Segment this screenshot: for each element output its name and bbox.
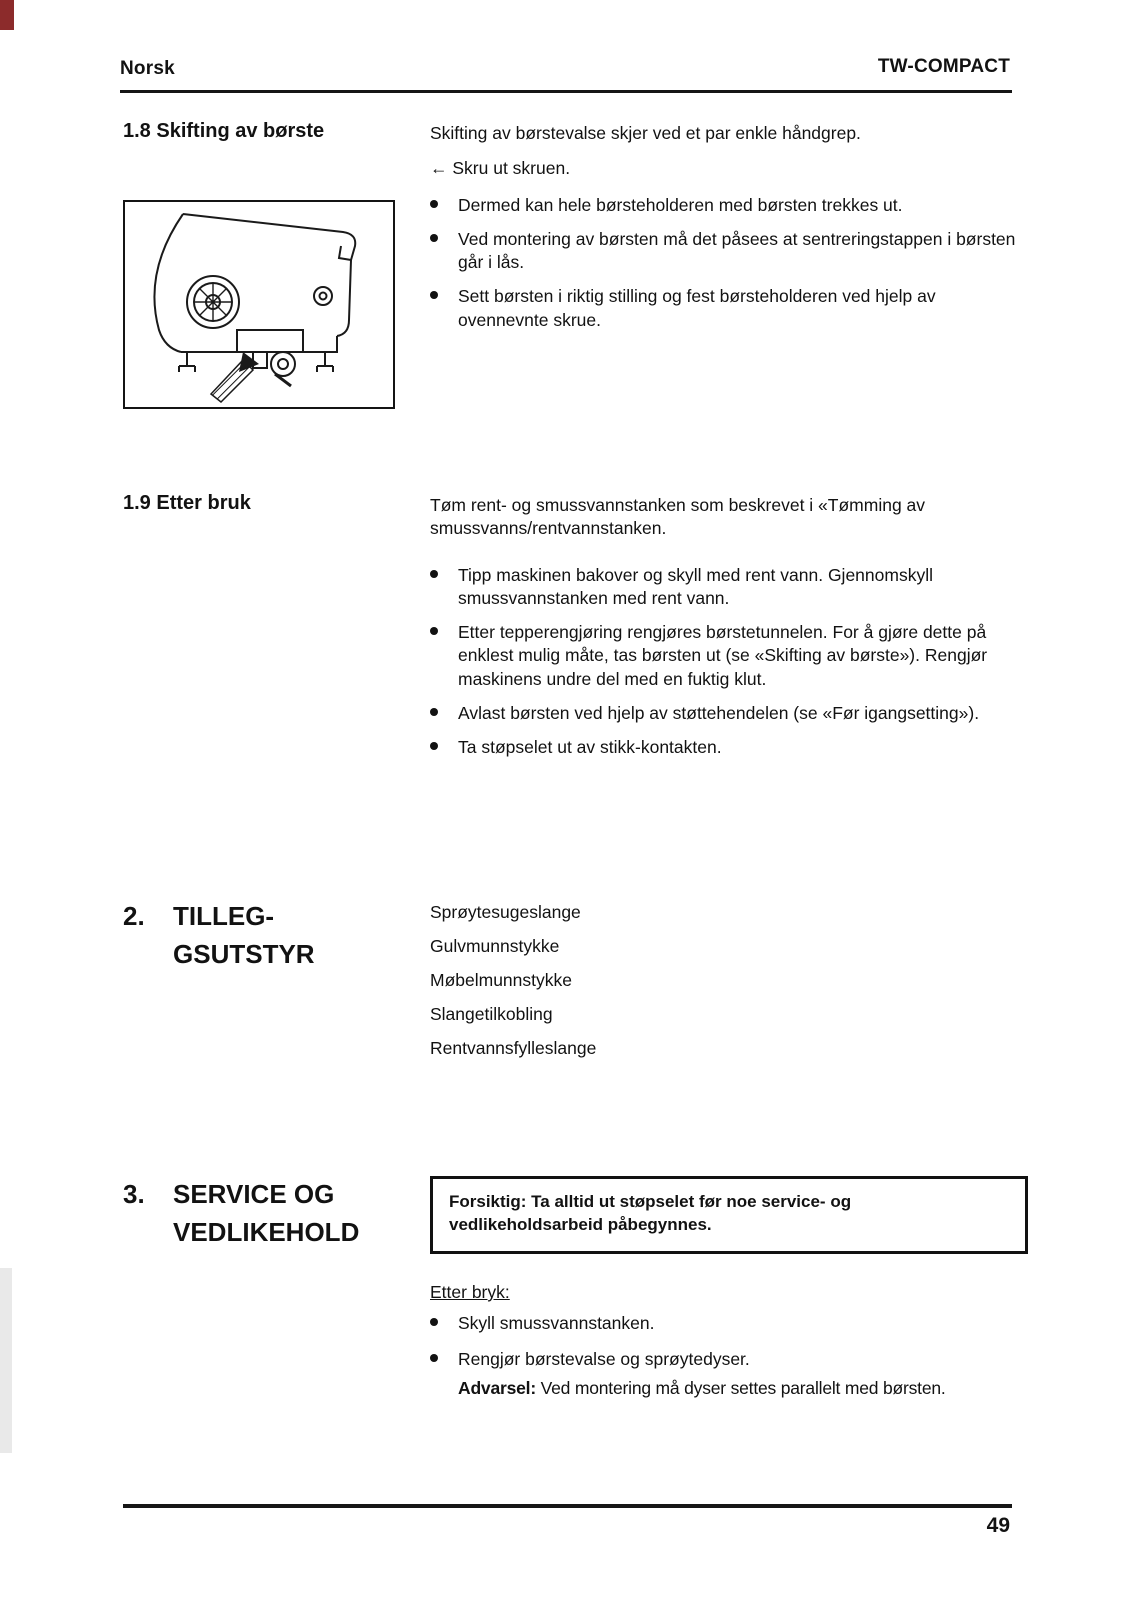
bullet-icon bbox=[430, 1312, 458, 1335]
bullet-icon bbox=[430, 285, 458, 331]
bullet-text: Tipp maskinen bakover og skyll med rent vann. Gjennomskyll smussvannstanken med rent vann. bbox=[458, 565, 933, 609]
header-product-title: TW-COMPACT bbox=[877, 56, 1010, 77]
machine-illustration bbox=[123, 200, 395, 409]
page-number: 49 bbox=[986, 1514, 1010, 1537]
section-3-title bbox=[173, 1176, 359, 1251]
advarsel-text: Ved montering må dyser settes parallelt med børsten. bbox=[535, 1378, 946, 1399]
bullet-text: Ta støpselet ut av stikk-kontakten. bbox=[458, 736, 722, 757]
bullet-text: Avlast børsten ved hjelp av støttehendelen (se «Før igangsetting»). bbox=[458, 702, 980, 723]
scan-artifact-red-corner bbox=[0, 0, 14, 30]
list-item bbox=[430, 702, 1018, 725]
section-3-heading bbox=[123, 1176, 443, 1251]
section-2-title bbox=[173, 898, 315, 973]
section-1-9-bullet-list bbox=[430, 564, 1018, 759]
list-item bbox=[430, 228, 1018, 274]
list-item: Slangetilkobling bbox=[430, 1004, 553, 1024]
advarsel-label: Advarsel: bbox=[458, 1378, 536, 1399]
caution-box: Forsiktig: Ta alltid ut støpselet før noe service- og vedlikeholdsarbeid påbegynnes. bbox=[430, 1176, 1028, 1254]
section-3-bullet-list bbox=[430, 1312, 1018, 1400]
bullet-text: Rengjør børstevalse og sprøytedyser. bbox=[458, 1349, 750, 1370]
header-rule bbox=[120, 90, 1012, 93]
list-item: Sprøytesugeslange bbox=[430, 902, 581, 922]
accessories-list bbox=[430, 902, 1018, 1072]
list-item: Møbelmunnstykke bbox=[430, 970, 572, 990]
list-item bbox=[430, 621, 1018, 690]
list-item bbox=[430, 1348, 1018, 1371]
list-item bbox=[430, 564, 1018, 610]
bullet-text: Skyll smussvannstanken. bbox=[458, 1313, 655, 1333]
bullet-text: Etter tepperengjøring rengjøres børstetunnelen. For å gjøre dette på enklest mulig måte, tas børsten ut (se «Skifting av børste»). Rengjør maskinens undre del med en fuktig klut. bbox=[458, 622, 988, 689]
list-item bbox=[430, 1312, 1018, 1335]
section-2-title-line1: TILLEG- bbox=[173, 901, 275, 931]
bullet-text: Dermed kan hele børsteholderen med børsten trekkes ut. bbox=[458, 195, 903, 216]
list-item bbox=[430, 736, 1018, 759]
bullet-icon bbox=[430, 1348, 458, 1371]
section-2-number: 2. bbox=[123, 901, 145, 931]
section-1-8-intro: Skifting av børstevalse skjer ved et par enkle håndgrep. bbox=[430, 123, 861, 143]
header-language: Norsk bbox=[120, 58, 175, 79]
section-2-heading bbox=[123, 898, 423, 973]
list-item bbox=[430, 194, 1018, 217]
footer-rule bbox=[123, 1504, 1012, 1508]
section-1-8-arrow-instruction: ← Skru ut skruen. bbox=[430, 158, 571, 179]
section-1-8-heading: 1.8 Skifting av børste bbox=[123, 120, 325, 142]
list-item: Rentvannsfylleslange bbox=[430, 1038, 597, 1058]
section-2-title-line2: GSUTSTYR bbox=[173, 938, 315, 969]
section-1-9-intro: Tøm rent- og smussvannstanken som beskrevet i «Tømming av smussvanns/rentvannstanken. bbox=[430, 495, 926, 539]
bullet-text: Ved montering av børsten må det påsees at sentreringstappen i børsten går i lås. bbox=[458, 229, 1016, 273]
list-item bbox=[430, 285, 1018, 331]
section-3-number: 3. bbox=[123, 1179, 145, 1209]
bullet-icon bbox=[430, 736, 458, 759]
advarsel-note bbox=[430, 1377, 1018, 1400]
bullet-icon bbox=[430, 702, 458, 725]
bullet-icon bbox=[430, 564, 458, 610]
section-3-title-line1: SERVICE OG bbox=[173, 1179, 335, 1209]
bullet-icon bbox=[430, 621, 458, 690]
scan-artifact-left-smudge bbox=[0, 1268, 12, 1453]
section-1-9-heading: 1.9 Etter bruk bbox=[123, 492, 251, 514]
bullet-text: Sett børsten i riktig stilling og fest børsteholderen ved hjelp av ovennevnte skrue. bbox=[458, 286, 936, 330]
bullet-icon bbox=[430, 228, 458, 274]
section-1-8-bullet-list bbox=[430, 194, 1018, 331]
bullet-icon bbox=[430, 194, 458, 217]
list-item: Gulvmunnstykke bbox=[430, 936, 560, 956]
after-use-subheading: Etter bryk: bbox=[430, 1282, 510, 1302]
section-3-title-line2: VEDLIKEHOLD bbox=[173, 1216, 360, 1247]
